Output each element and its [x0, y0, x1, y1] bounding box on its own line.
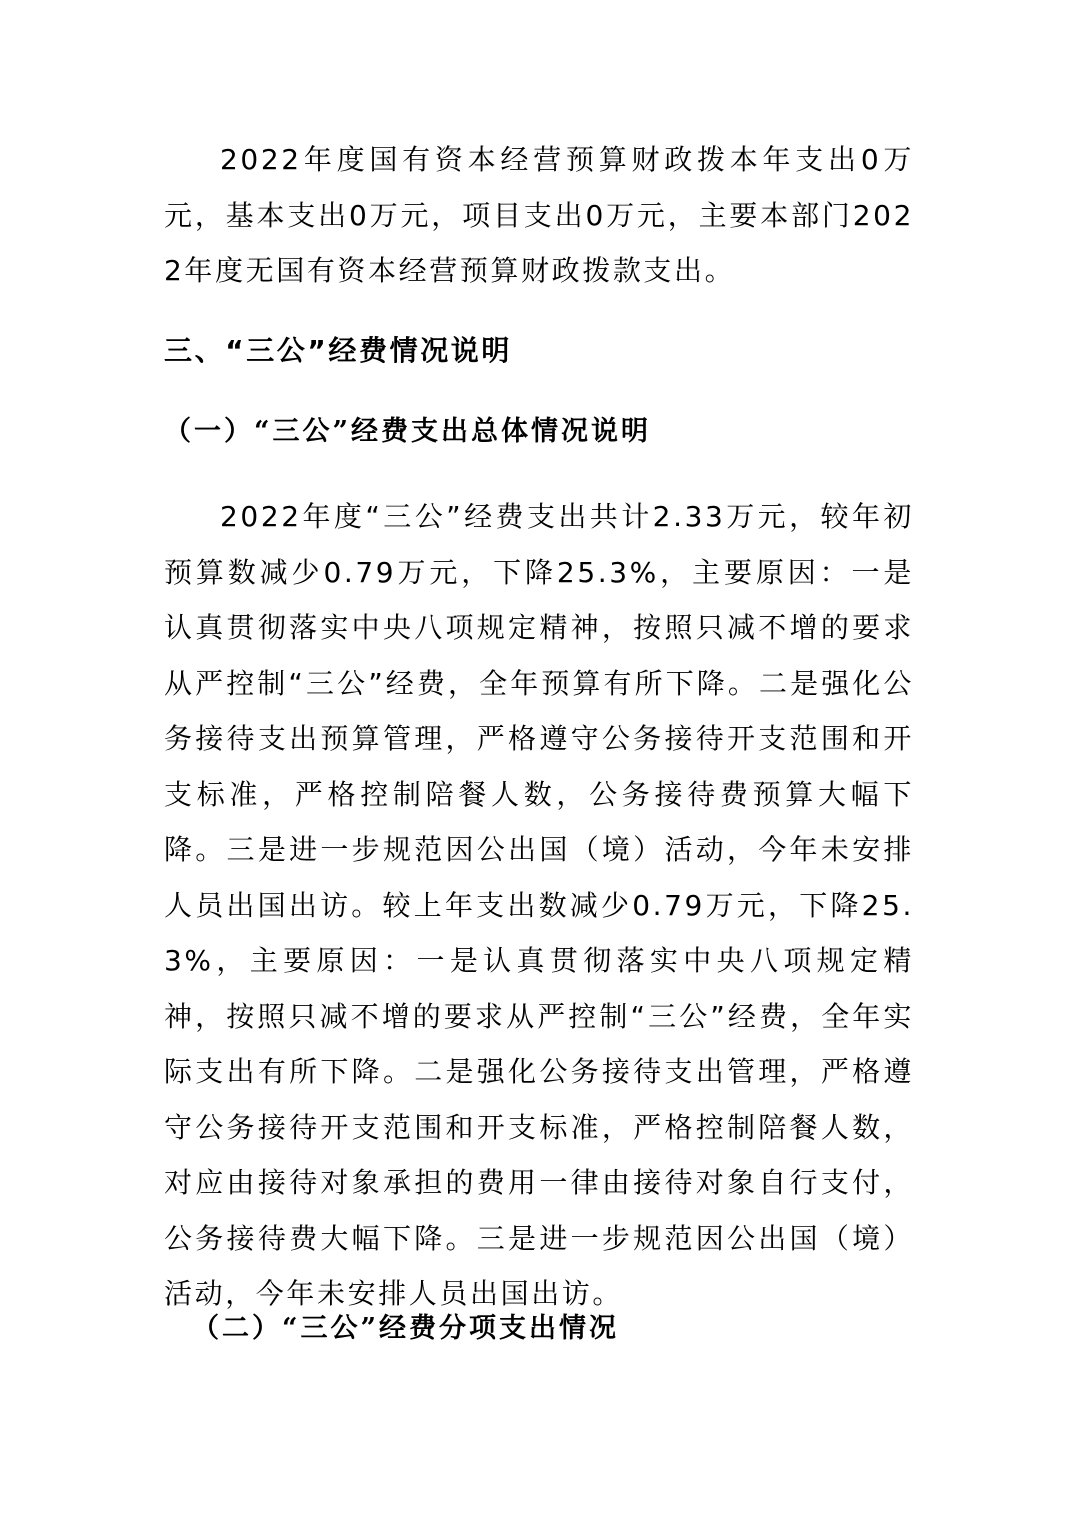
intro-paragraph: 2022年度国有资本经营预算财政拨本年支出0万元，基本支出0万元，项目支出0万元，主要本部门2022年度无国有资本经营预算财政拨款支出。: [164, 143, 914, 287]
section-three-heading: 三、“三公”经费情况说明: [164, 334, 513, 367]
subsection-one-paragraph: 2022年度“三公”经费支出共计2.33万元，较年初预算数减少0.79万元，下降25.3%，主要原因：一是认真贯彻落实中央八项规定精神，按照只减不增的要求从严控制“三公”经费，全年预算有所下降。二是强化公务接待支出预算管理，严格遵守公务接待开支范围和开支标准，严格控制陪餐人数，公务接待费预算大幅下降。三是进一步规范因公出国（境）活动，今年未安排人员出国出访。较上年支出数减少0.79万元，下降25.3%，主要原因：一是认真贯彻落实中央八项规定精神，按照只减不增的要求从严控制“三公”经费，全年实际支出有所下降。二是强化公务接待支出管理，严格遵守公务接待开支范围和开支标准，严格控制陪餐人数，对应由接待对象承担的费用一律由接待对象自行支付，公务接待费大幅下降。三是进一步规范因公出国（境）活动，今年未安排人员出国出访。: [164, 500, 914, 1310]
subsection-two-heading: （二）“三公”经费分项支出情况: [192, 1313, 620, 1344]
subsection-one-heading: （一）“三公”经费支出总体情况说明: [164, 416, 652, 447]
